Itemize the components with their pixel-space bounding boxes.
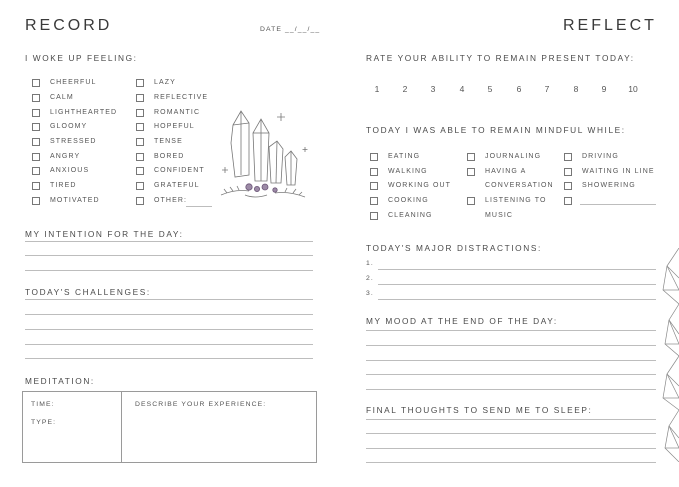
distraction-line[interactable] bbox=[378, 284, 656, 285]
checkbox-icon[interactable] bbox=[32, 123, 40, 131]
challenges-line[interactable] bbox=[25, 344, 313, 345]
page-title-record: RECORD bbox=[25, 17, 113, 34]
checkbox-icon[interactable] bbox=[32, 79, 40, 87]
checkbox-icon[interactable] bbox=[136, 153, 144, 161]
intention-line[interactable] bbox=[25, 270, 313, 271]
type-label: TYPE: bbox=[31, 419, 57, 426]
final-thoughts-line[interactable] bbox=[366, 433, 656, 434]
checkbox-icon[interactable] bbox=[32, 197, 40, 205]
checkbox-icon[interactable] bbox=[136, 109, 144, 117]
date-label: DATE __/__/__ bbox=[260, 26, 321, 33]
intention-line[interactable] bbox=[25, 255, 313, 256]
distraction-line[interactable] bbox=[378, 299, 656, 300]
distraction-line[interactable] bbox=[378, 269, 656, 270]
crystal-segment-icon bbox=[663, 356, 679, 410]
rating-number[interactable]: 4 bbox=[459, 84, 465, 94]
mood-line[interactable] bbox=[366, 360, 656, 361]
checkbox-icon[interactable] bbox=[467, 168, 475, 176]
distractions-heading: TODAY'S MAJOR DISTRACTIONS: bbox=[366, 243, 542, 253]
checkbox-icon[interactable] bbox=[136, 94, 144, 102]
geometric-crystal-border bbox=[659, 248, 679, 462]
meditation-divider bbox=[121, 391, 122, 463]
meditation-heading: MEDITATION: bbox=[25, 376, 95, 386]
describe-experience-label: DESCRIBE YOUR EXPERIENCE: bbox=[135, 401, 267, 408]
mood-heading: MY MOOD AT THE END OF THE DAY: bbox=[366, 316, 558, 326]
tall-crystal-icon bbox=[253, 119, 269, 181]
crystal-cluster-illustration bbox=[215, 103, 313, 205]
checkbox-icon[interactable] bbox=[32, 182, 40, 190]
checkbox-icon[interactable] bbox=[32, 167, 40, 175]
distraction-number: 3. bbox=[366, 290, 374, 297]
distraction-number: 2. bbox=[366, 275, 374, 282]
mood-line[interactable] bbox=[366, 330, 656, 331]
checkbox-icon[interactable] bbox=[136, 197, 144, 205]
checkbox-icon[interactable] bbox=[370, 212, 378, 220]
large-crystal-icon bbox=[231, 111, 249, 177]
checkbox-icon[interactable] bbox=[564, 197, 572, 205]
final-thoughts-line[interactable] bbox=[366, 419, 656, 420]
rating-number[interactable]: 10 bbox=[628, 84, 638, 94]
rate-heading: RATE YOUR ABILITY TO REMAIN PRESENT TODAY: bbox=[366, 53, 635, 63]
checkbox-icon[interactable] bbox=[32, 138, 40, 146]
feeling-heading: I WOKE UP FEELING: bbox=[25, 53, 138, 63]
other-write-line[interactable] bbox=[186, 206, 212, 207]
mood-line[interactable] bbox=[366, 374, 656, 375]
challenges-line[interactable] bbox=[25, 329, 313, 330]
crystal-segment-icon bbox=[665, 304, 679, 356]
checkbox-icon[interactable] bbox=[370, 182, 378, 190]
mood-line[interactable] bbox=[366, 389, 656, 390]
checkbox-icon[interactable] bbox=[136, 182, 144, 190]
small-crystal-icon bbox=[269, 141, 297, 185]
checkbox-icon[interactable] bbox=[467, 153, 475, 161]
time-label: TIME: bbox=[31, 401, 55, 408]
rating-number[interactable]: 6 bbox=[516, 84, 522, 94]
checkbox-icon[interactable] bbox=[32, 109, 40, 117]
challenges-line[interactable] bbox=[25, 314, 313, 315]
distraction-number: 1. bbox=[366, 260, 374, 267]
rating-number[interactable]: 9 bbox=[601, 84, 607, 94]
checkbox-icon[interactable] bbox=[136, 79, 144, 87]
rating-number[interactable]: 3 bbox=[430, 84, 436, 94]
final-thoughts-line[interactable] bbox=[366, 448, 656, 449]
mindful-other-line[interactable] bbox=[580, 204, 656, 205]
rating-number[interactable]: 7 bbox=[544, 84, 550, 94]
gem-cluster-icon bbox=[246, 184, 277, 192]
checkbox-icon[interactable] bbox=[564, 153, 572, 161]
challenges-line[interactable] bbox=[25, 299, 313, 300]
rating-number[interactable]: 5 bbox=[487, 84, 493, 94]
checkbox-icon[interactable] bbox=[32, 153, 40, 161]
checkbox-icon[interactable] bbox=[370, 153, 378, 161]
checkbox-icon[interactable] bbox=[136, 138, 144, 146]
crystal-segment-icon bbox=[665, 410, 679, 462]
rating-number[interactable]: 2 bbox=[402, 84, 408, 94]
rating-number[interactable]: 1 bbox=[374, 84, 380, 94]
mood-line[interactable] bbox=[366, 345, 656, 346]
rating-number[interactable]: 8 bbox=[573, 84, 579, 94]
intention-line[interactable] bbox=[25, 241, 313, 242]
checkbox-icon[interactable] bbox=[564, 168, 572, 176]
checkbox-icon[interactable] bbox=[370, 197, 378, 205]
checkbox-icon[interactable] bbox=[136, 123, 144, 131]
page-title-reflect: REFLECT bbox=[563, 17, 657, 34]
checkbox-icon[interactable] bbox=[136, 167, 144, 175]
mindful-heading: TODAY I WAS ABLE TO REMAIN MINDFUL WHILE: bbox=[366, 125, 626, 135]
crystal-segment-icon bbox=[663, 248, 679, 304]
checkbox-icon[interactable] bbox=[370, 168, 378, 176]
checkbox-icon[interactable] bbox=[467, 197, 475, 205]
intention-heading: MY INTENTION FOR THE DAY: bbox=[25, 229, 184, 239]
final-thoughts-line[interactable] bbox=[366, 462, 656, 463]
challenges-heading: TODAY'S CHALLENGES: bbox=[25, 287, 151, 297]
challenges-line[interactable] bbox=[25, 358, 313, 359]
checkbox-icon[interactable] bbox=[564, 182, 572, 190]
checkbox-icon[interactable] bbox=[32, 94, 40, 102]
final-thoughts-heading: FINAL THOUGHTS TO SEND ME TO SLEEP: bbox=[366, 405, 593, 415]
